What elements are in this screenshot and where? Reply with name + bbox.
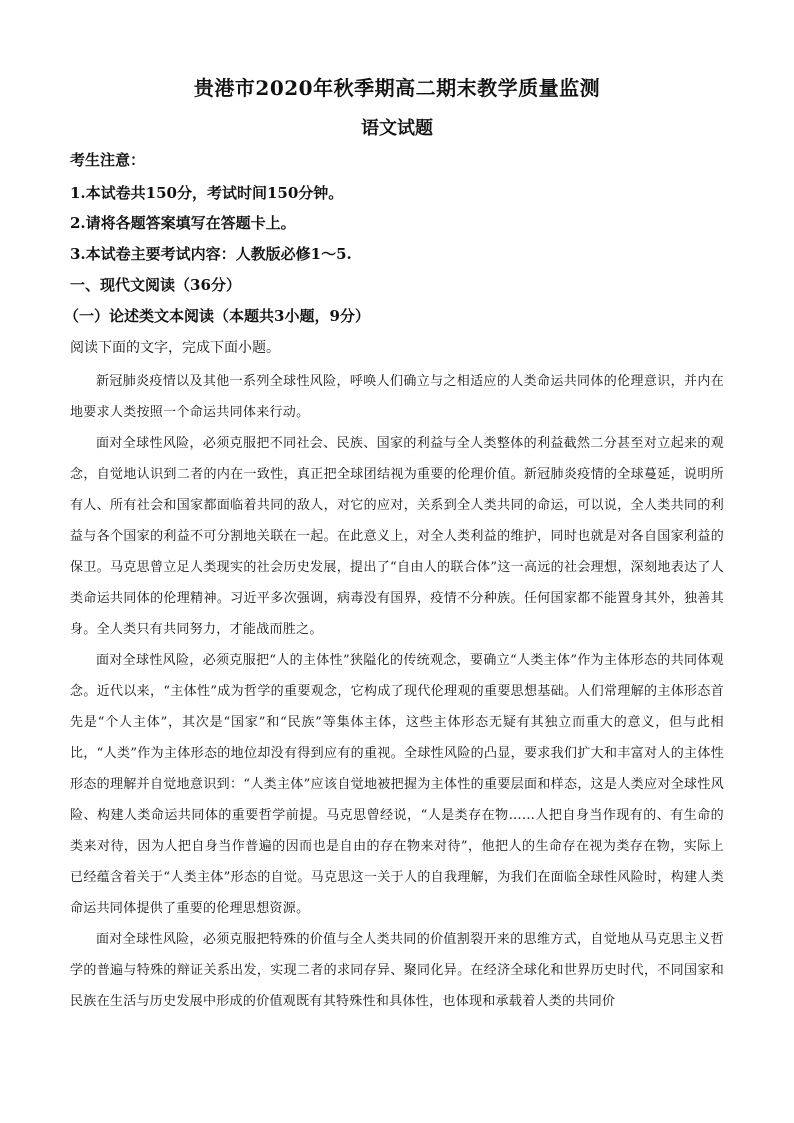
page-title: 贵港市2020年秋季期高二期末教学质量监测 <box>193 76 601 100</box>
article-paragraph: 面对全球性风险，必须克服把不同社会、民族、国家的利益与全人类整体的利益截然二分甚至对立起来的观念，自觉地认识到二者的内在一致性，真正把全球团结视为重要的伦理价值。新冠肺炎疫情的全球蔓延，说明所有人、所有社会和国家都面临着共同的敌人，对它的应对，关系到全人类共同的命运，可以说，全人类共同的利益与各个国家的利益不可分割地关联在一起。在此意义上，对全人类利益的维护，同时也就是对各自国家利益的保卫。马克思曾立足人类现实的社会历史发展，提出了“自由人的联合体”这一高远的社会理想，深刻地表达了人类命运共同体的伦理精神。习近平多次强调，病毒没有国界，疫情不分种族。任何国家都不能置身其外，独善其身。全人类只有共同努力，才能战而胜之。 <box>70 436 724 637</box>
notice-item: 3.本试卷主要考试内容：人教版必修1～5. <box>70 245 352 263</box>
section-heading: 一、现代文阅读（36分） <box>70 276 241 294</box>
subsection-heading: （一）论述类文本阅读（本题共3小题，9分） <box>64 307 370 325</box>
page-subtitle: 语文试题 <box>361 118 433 139</box>
notice-item: 2.请将各题答案填写在答题卡上。 <box>70 214 296 232</box>
reading-instruction: 阅读下面的文字，完成下面小题。 <box>70 340 280 356</box>
article-paragraph: 面对全球性风险，必须克服把特殊的价值与全人类共同的价值割裂开来的思维方式，自觉地从马克思主义哲学的普遍与特殊的辩证关系出发，实现二者的求同存异、聚同化异。在经济全球化和世界历史时代，不同国家和民族在生活与历史发展中形成的价值观既有其特殊性和具体性，也体现和承载着人类的共同价 <box>70 932 724 1009</box>
article-body <box>70 366 724 1017</box>
notice-heading: 考生注意： <box>70 151 146 169</box>
notice-item: 1.本试卷共150分，考试时间150分钟。 <box>70 184 344 202</box>
article-paragraph: 新冠肺炎疫情以及其他一系列全球性风险，呼唤人们确立与之相适应的人类命运共同体的伦理意识，并内在地要求人类按照一个命运共同体来行动。 <box>70 374 724 420</box>
article-paragraph: 面对全球性风险，必须克服把“人的主体性”狭隘化的传统观念，要确立“人类主体”作为主体形态的共同体观念。近代以来，“主体性”成为哲学的重要观念，它构成了现代伦理观的重要思想基础。人们常理解的主体形态首先是“个人主体”，其次是“国家”和“民族”等集体主体，这些主体形态无疑有其独立而重大的意义，但与此相比，“人类”作为主体形态的地位却没有得到应有的重视。全球性风险的凸显，要求我们扩大和丰富对人的主体性形态的理解并自觉地意识到：“人类主体”应该自觉地被把握为主体性的重要层面和样态，这是人类应对全球性风险、构建人类命运共同体的重要哲学前提。马克思曾经说，“人是类存在物……人把自身当作现有的、有生命的类来对待，因为人把自身当作普遍的因而也是自由的存在物来对待”，他把人的生命存在视为类存在物，实际上已经蕴含着关于“人类主体”形态的自觉。马克思这一关于人的自我理解，为我们在面临全球性风险时，构建人类命运共同体提供了重要的伦理思想资源。 <box>70 653 724 916</box>
